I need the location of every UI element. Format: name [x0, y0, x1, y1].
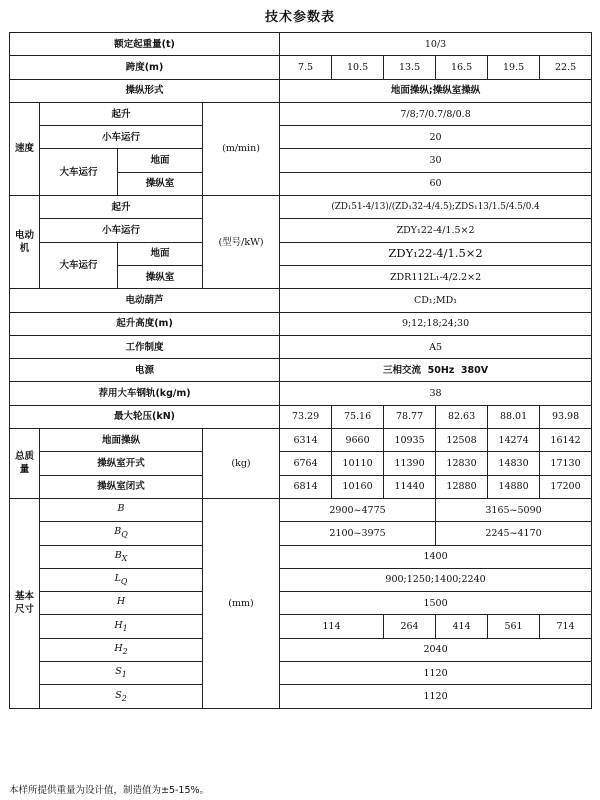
mass-value: 14274: [488, 429, 540, 452]
row-dim-bx: [10, 545, 592, 568]
mass-value: 6764: [280, 452, 332, 475]
row-speed-hoist: [10, 102, 592, 125]
mass-value: 10935: [384, 429, 436, 452]
motor-crane-cab-label: 操纵室: [118, 265, 203, 288]
speed-crane-label: 大车运行: [40, 149, 118, 196]
dim-lq-value: 900;1250;1400;2240: [280, 568, 592, 591]
speed-crane-ground-value: 30: [280, 149, 592, 172]
mass-value: 12830: [436, 452, 488, 475]
dim-s1-value: 1120: [280, 662, 592, 685]
span-value: 19.5: [488, 56, 540, 79]
row-dim-lq: [10, 568, 592, 591]
mass-ground-label: 地面操纵: [40, 429, 203, 452]
lift-height-label: 起升高度(m): [10, 312, 280, 335]
mass-value: 14830: [488, 452, 540, 475]
dim-b-value: 2900~4775: [280, 498, 436, 521]
mass-value: 17200: [540, 475, 592, 498]
wheel-load-value: 75.16: [332, 405, 384, 428]
span-value: 13.5: [384, 56, 436, 79]
speed-trolley-value: 20: [280, 126, 592, 149]
dim-h1-value: 561: [488, 615, 540, 638]
mass-cab-open-label: 操纵室开式: [40, 452, 203, 475]
dim-h-symbol: H: [40, 592, 203, 615]
wheel-load-value: 73.29: [280, 405, 332, 428]
mass-value: 10160: [332, 475, 384, 498]
motor-crane-ground-label: 地面: [118, 242, 203, 265]
dim-bq-symbol: $B_Q$: [40, 522, 203, 545]
span-value: 10.5: [332, 56, 384, 79]
dim-s2-value: 1120: [280, 685, 592, 708]
dim-lq-symbol: $L_Q$: [40, 568, 203, 591]
speed-crane-cab-label: 操纵室: [118, 172, 203, 195]
rated-load-value: 10/3: [280, 33, 592, 56]
dim-s1-symbol: $S_1$: [40, 662, 203, 685]
spec-table: [9, 32, 592, 709]
motor-crane-cab-value: ZDR112L₁-4/2.2×2: [280, 265, 592, 288]
row-span: [10, 56, 592, 79]
dim-h1-value: 414: [436, 615, 488, 638]
rail-value: 38: [280, 382, 592, 405]
wheel-load-value: 78.77: [384, 405, 436, 428]
row-motor-hoist: [10, 196, 592, 219]
dim-h1-value: 714: [540, 615, 592, 638]
table-title: 技术参数表: [264, 10, 335, 25]
motor-hoist-value: (ZD₁51-4/13)/(ZD₁32-4/4.5);ZDS₁13/1.5/4.5/0.4: [280, 196, 592, 219]
row-operation: [10, 79, 592, 102]
speed-crane-cab-value: 60: [280, 172, 592, 195]
wheel-load-label: 最大轮压(kN): [10, 405, 280, 428]
row-motor-trolley: [10, 219, 592, 242]
mass-value: 6314: [280, 429, 332, 452]
row-lift-height: [10, 312, 592, 335]
dim-b-symbol: B: [40, 498, 203, 521]
power-label: 电源: [10, 359, 280, 382]
row-speed-trolley: [10, 126, 592, 149]
row-dim-h1: [10, 615, 592, 638]
motor-unit: (型号/kW): [203, 196, 280, 289]
dim-s2-symbol: $S_2$: [40, 685, 203, 708]
motor-trolley-value: ZDY₁22-4/1.5×2: [280, 219, 592, 242]
motor-crane-label: 大车运行: [40, 242, 118, 289]
lift-height-value: 9;12;18;24;30: [280, 312, 592, 335]
wheel-load-value: 93.98: [540, 405, 592, 428]
row-power: [10, 359, 592, 382]
duty-label: 工作制度: [10, 335, 280, 358]
row-rated-load: [10, 33, 592, 56]
mass-value: 17130: [540, 452, 592, 475]
speed-hoist-value: 7/8;7/0.7/8/0.8: [280, 102, 592, 125]
row-mass-cab-closed: [10, 475, 592, 498]
mass-value: 16142: [540, 429, 592, 452]
span-label: 跨度(m): [10, 56, 280, 79]
span-value: 22.5: [540, 56, 592, 79]
dims-unit: (mm): [203, 498, 280, 708]
operation-label: 操纵形式: [10, 79, 280, 102]
speed-hoist-label: 起升: [40, 102, 203, 125]
row-motor-crane-ground: [10, 242, 592, 265]
operation-value: 地面操纵;操纵室操纵: [280, 79, 592, 102]
mass-value: 10110: [332, 452, 384, 475]
speed-crane-ground-label: 地面: [118, 149, 203, 172]
power-value: 三相交流 50Hz 380V: [280, 359, 592, 382]
row-wheel-load: [10, 405, 592, 428]
row-hoist-type: [10, 289, 592, 312]
dim-bx-symbol: $B_X$: [40, 545, 203, 568]
mass-group-label: 总质量: [10, 429, 40, 499]
mass-value: 11390: [384, 452, 436, 475]
dim-b-value: 3165~5090: [436, 498, 592, 521]
mass-cab-closed-label: 操纵室闭式: [40, 475, 203, 498]
mass-value: 12880: [436, 475, 488, 498]
hoist-type-label: 电动葫芦: [10, 289, 280, 312]
mass-value: 12508: [436, 429, 488, 452]
row-mass-ground: [10, 429, 592, 452]
dim-bx-value: 1400: [280, 545, 592, 568]
row-rail: [10, 382, 592, 405]
dim-bq-value: 2245~4170: [436, 522, 592, 545]
rail-label: 荐用大车钢轨(kg/m): [10, 382, 280, 405]
dims-group-label: 基本尺寸: [10, 498, 40, 708]
mass-unit: (kg): [203, 429, 280, 499]
speed-trolley-label: 小车运行: [40, 126, 203, 149]
row-dim-h: [10, 592, 592, 615]
dim-h2-symbol: $H_2$: [40, 638, 203, 661]
mass-value: 9660: [332, 429, 384, 452]
motor-crane-ground-value: ZDY₁22-4/1.5×2: [280, 242, 592, 265]
wheel-load-value: 88.01: [488, 405, 540, 428]
span-value: 7.5: [280, 56, 332, 79]
motor-group-label: 电动机: [10, 196, 40, 289]
dim-bq-value: 2100~3975: [280, 522, 436, 545]
mass-value: 6814: [280, 475, 332, 498]
dim-h1-symbol: $H_1$: [40, 615, 203, 638]
dim-h-value: 1500: [280, 592, 592, 615]
row-duty: [10, 335, 592, 358]
footnote: 本样所提供重量为设计值，制造值为±5-15%。: [9, 785, 210, 796]
row-dim-b: [10, 498, 592, 521]
rated-load-label: 额定起重量(t): [10, 33, 280, 56]
dim-h1-value: 264: [384, 615, 436, 638]
speed-group-label: 速度: [10, 102, 40, 195]
wheel-load-value: 82.63: [436, 405, 488, 428]
duty-value: A5: [280, 335, 592, 358]
row-dim-bq: [10, 522, 592, 545]
row-dim-h2: [10, 638, 592, 661]
mass-value: 14880: [488, 475, 540, 498]
row-dim-s1: [10, 662, 592, 685]
motor-trolley-label: 小车运行: [40, 219, 203, 242]
span-value: 16.5: [436, 56, 488, 79]
row-mass-cab-open: [10, 452, 592, 475]
dim-h2-value: 2040: [280, 638, 592, 661]
row-speed-crane-ground: [10, 149, 592, 172]
hoist-type-value: CD₁;MD₁: [280, 289, 592, 312]
speed-unit: (m/min): [203, 102, 280, 195]
row-dim-s2: [10, 685, 592, 708]
motor-hoist-label: 起升: [40, 196, 203, 219]
dim-h1-value: 114: [280, 615, 384, 638]
mass-value: 11440: [384, 475, 436, 498]
